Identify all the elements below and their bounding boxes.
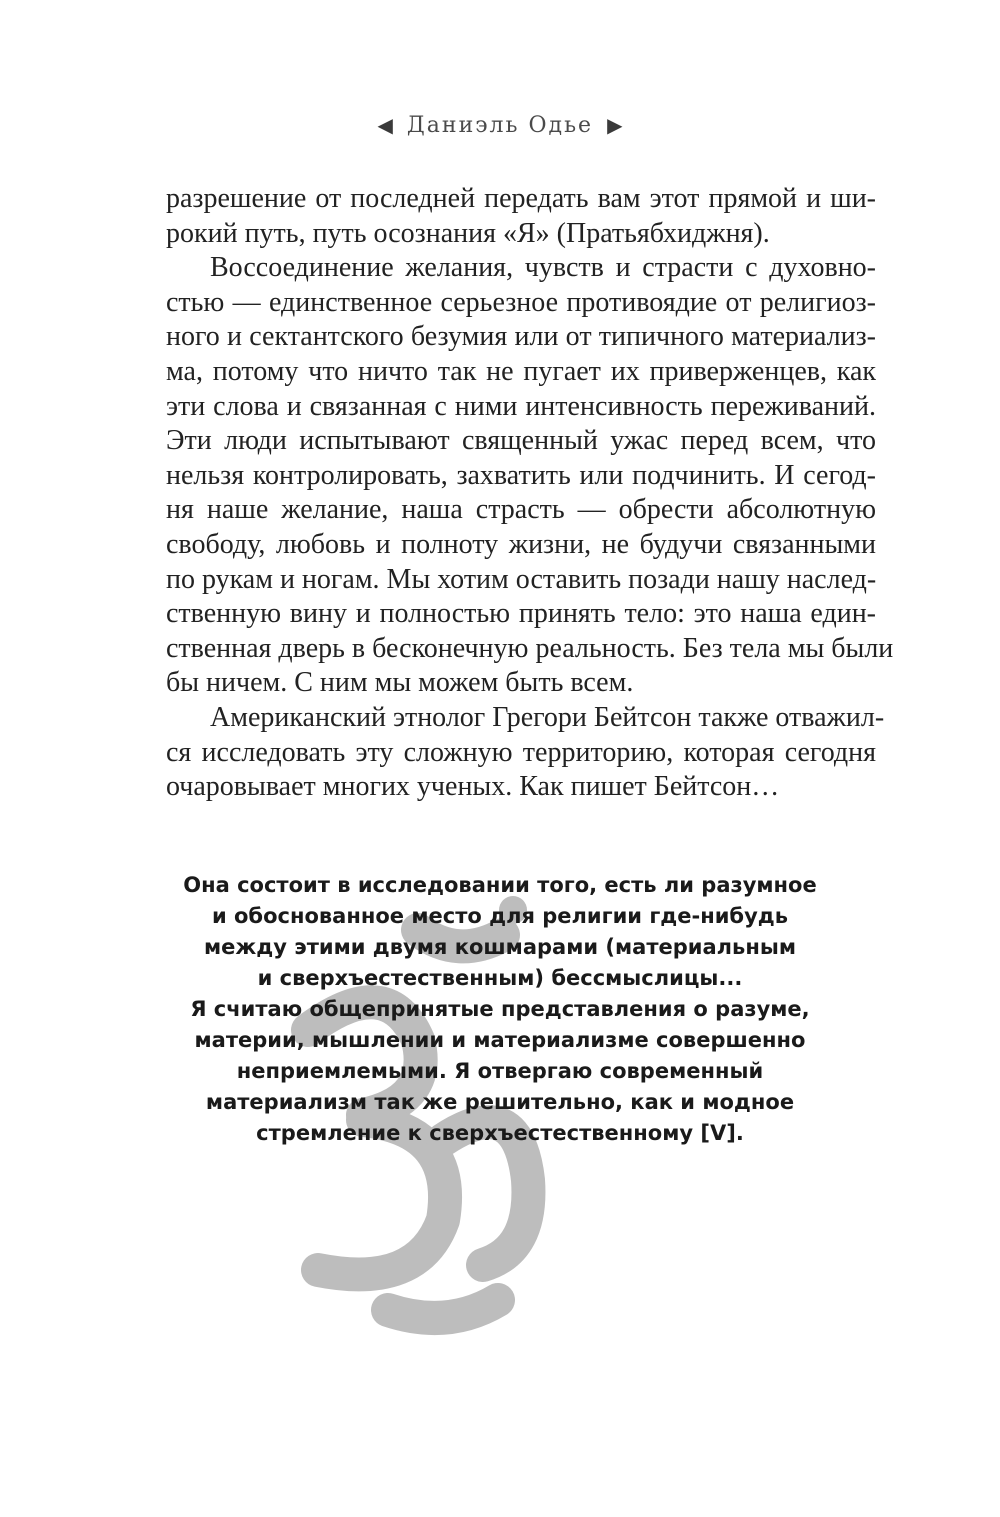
text-line: ного и сектантского безумия или от типичного материализ- [166, 321, 876, 353]
text-line: бы ничем. С ним мы можем быть всем. [166, 667, 634, 699]
quote-line: и обоснованное место для религии где-нибудь [211, 904, 789, 928]
quote-line: между этими двумя кошмарами (материальным [204, 935, 796, 959]
quote-line: Она состоит в исследовании того, есть ли разумное [183, 873, 817, 897]
quote-block [150, 870, 850, 1170]
quote-line: материи, мышлении и материализме совершенно [194, 1028, 806, 1052]
text-line: эти слова и связанная с ними интенсивность переживаний. [166, 390, 876, 422]
main-text [166, 182, 894, 805]
text-line: Эти люди испытывают священный ужас перед всем, что [166, 425, 876, 457]
quote-line: стремление к сверхъестественному [V]. [256, 1121, 744, 1145]
om-base [388, 1300, 498, 1318]
text-line: стью — единственное серьезное противоядие от религиоз- [166, 286, 876, 318]
author-name: Даниэль Одье [406, 113, 594, 138]
text-line: Воссоединение желания, чувств и страсти с духовно- [210, 252, 876, 284]
left-triangle-icon: ◀ [377, 113, 393, 137]
text-line: рокий путь, путь осознания «Я» (Пратьябхиджня). [166, 217, 770, 249]
text-line: свободу, любовь и полноту жизни, не будучи связанными [166, 528, 876, 560]
text-line: ся исследовать эту сложную территорию, которая сегодня [166, 736, 876, 768]
quote-text [150, 870, 850, 1149]
text-line: очаровывает многих ученых. Как пишет Бейтсон… [166, 771, 780, 803]
quote-line: Я считаю общепринятые представления о разуме, [190, 997, 810, 1021]
text-line: нельзя контролировать, захватить или подчинить. И сегод- [166, 459, 876, 491]
text-line: разрешение от последней передать вам этот прямой и ши- [166, 183, 876, 214]
text-line: по рукам и ногам. Мы хотим оставить позади нашу наслед- [166, 563, 877, 595]
text-line: ня наше желание, наша страсть — обрести абсолютную [166, 494, 876, 526]
text-line: Американский этнолог Грегори Бейтсон также отважил- [210, 701, 885, 733]
text-line: ма, потому что ничто так не пугает их приверженцев, как [166, 355, 876, 387]
right-triangle-icon: ▶ [607, 113, 623, 137]
quote-line: материализм так же решительно, как и модное [205, 1090, 795, 1114]
running-header [0, 113, 1000, 138]
quote-line: неприемлемыми. Я отвергаю современный [236, 1059, 764, 1083]
quote-line: и сверхъестественным) бессмыслицы... [257, 966, 743, 990]
text-line: ственная дверь в бесконечную реальность. Без тела мы были [166, 632, 894, 664]
text-line: ственную вину и полностью принять тело: это наша един- [166, 598, 876, 630]
